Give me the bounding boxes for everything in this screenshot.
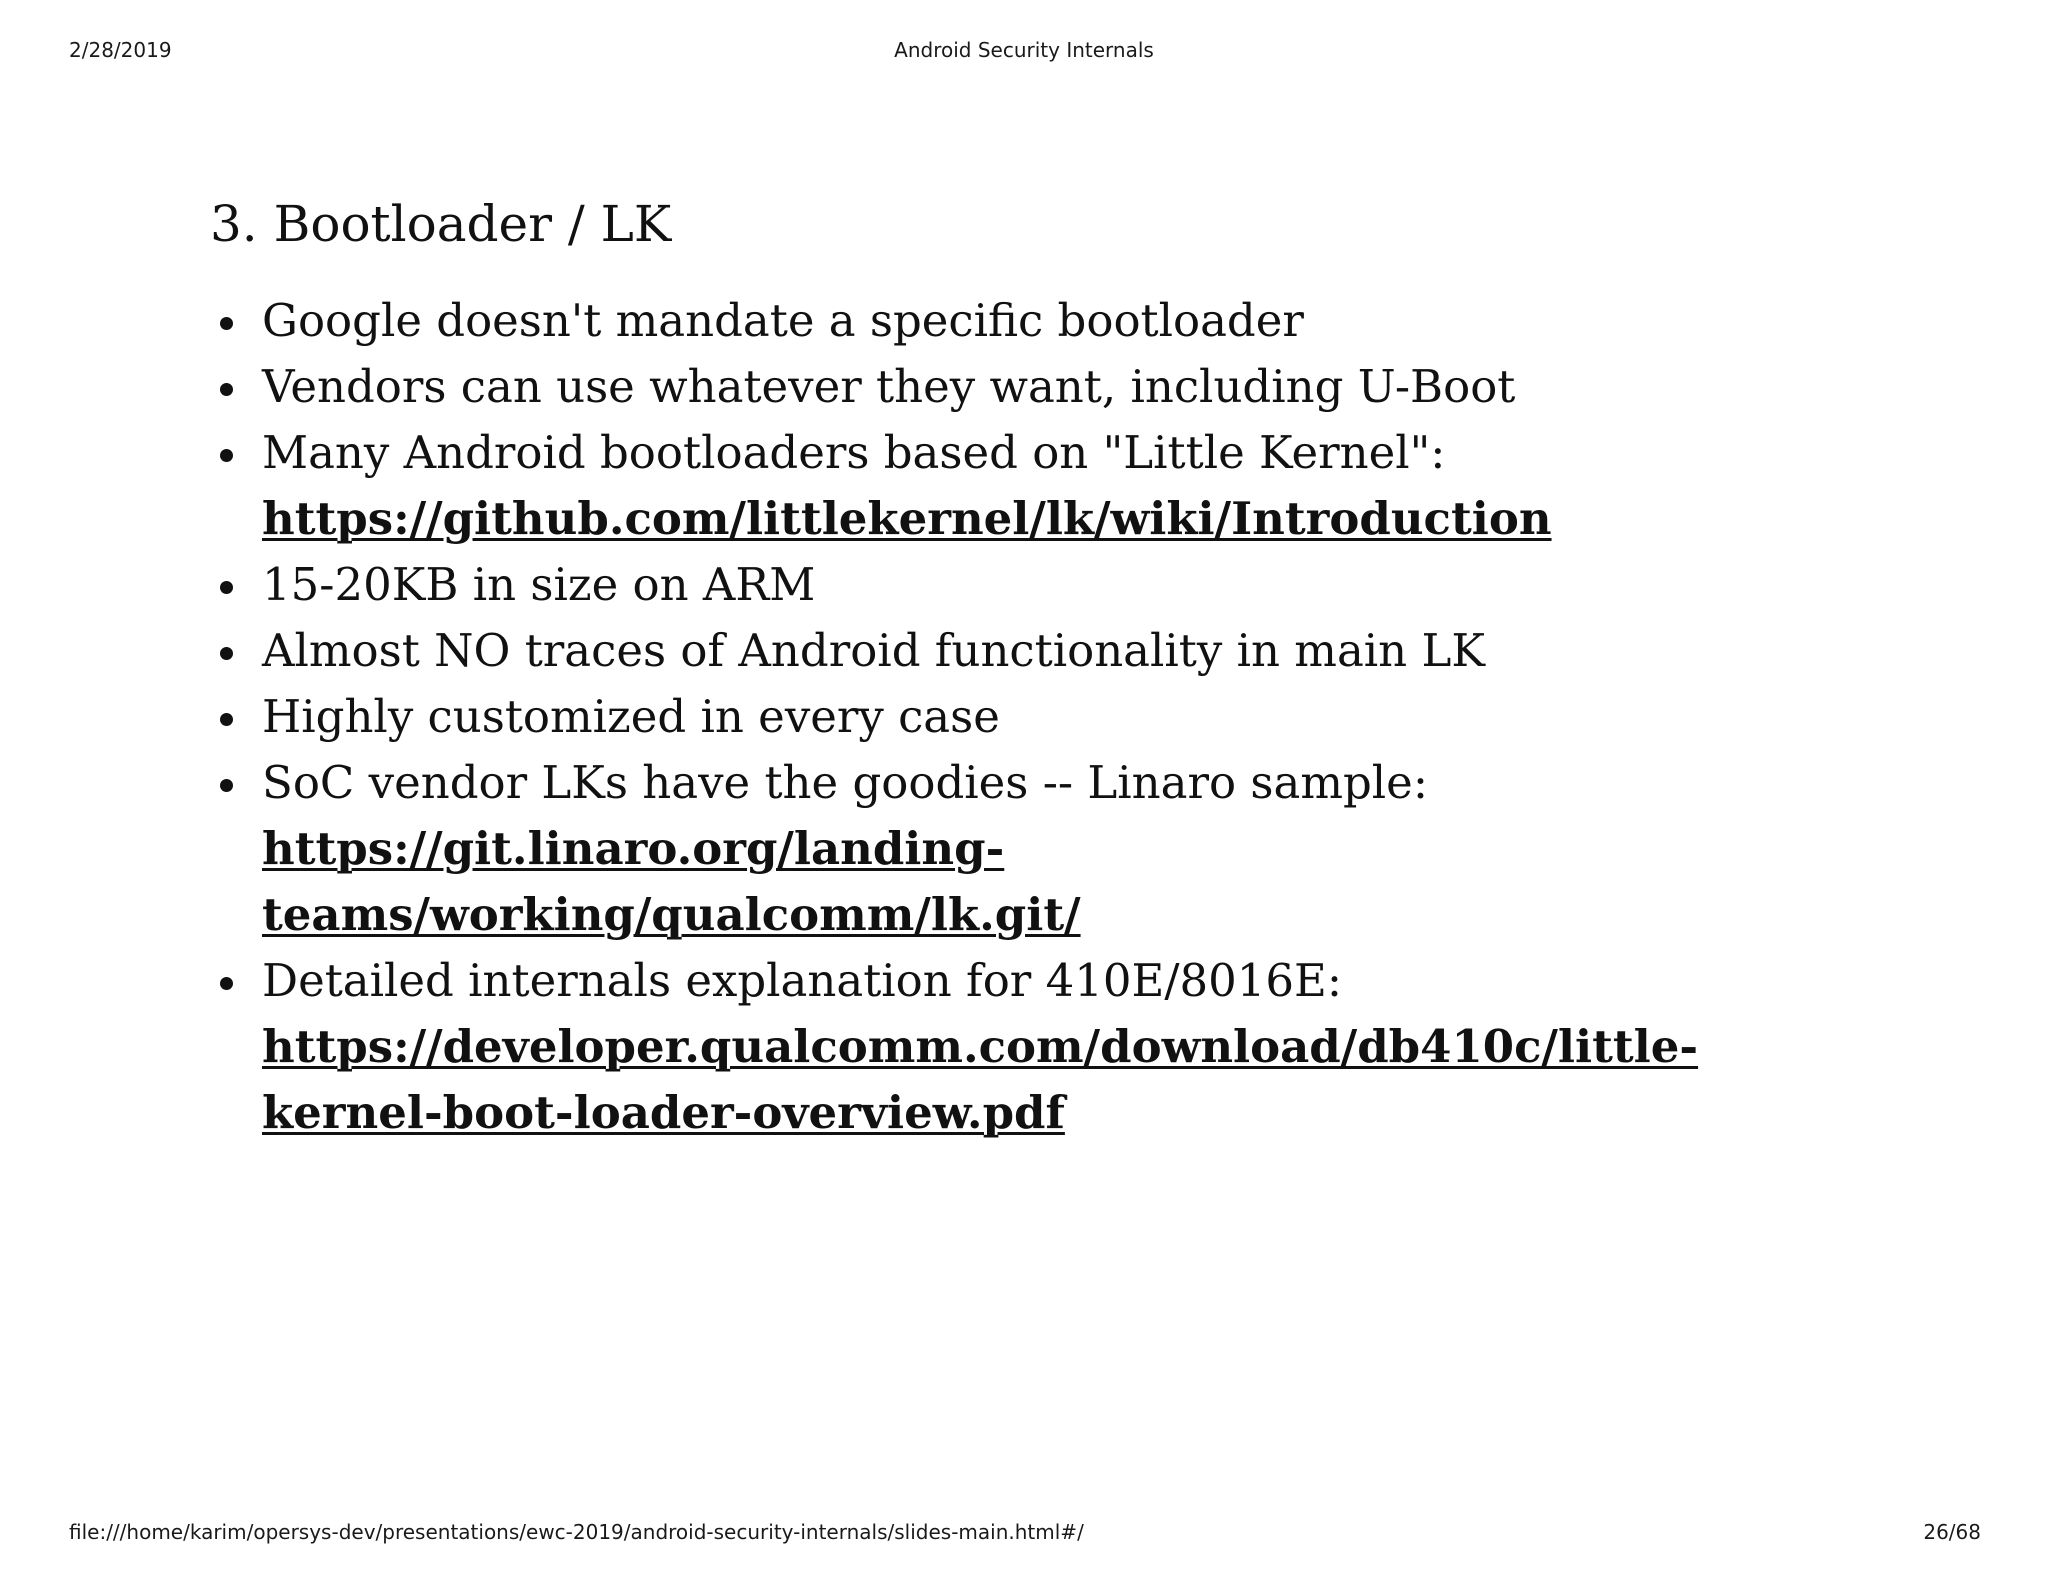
bullet-dot-icon: [220, 779, 233, 792]
bullet-dot-icon: [220, 713, 233, 726]
bullet-item: [210, 552, 1910, 618]
littlekernel-wiki-link[interactable]: https://github.com/littlekernel/lk/wiki/Introduction: [262, 492, 1552, 545]
bullet-text: SoC vendor LKs have the goodies -- Linaro sample:: [262, 756, 1428, 809]
bullet-text: 15-20KB in size on ARM: [262, 558, 816, 611]
bullet-item: [210, 750, 1910, 948]
bullet-text: Highly customized in every case: [262, 690, 1000, 743]
print-url: file:///home/karim/opersys-dev/presentations/ewc-2019/android-security-internals/slides-main.html#/: [69, 1520, 1084, 1544]
print-date: 2/28/2019: [69, 38, 172, 62]
bullet-item: [210, 288, 1910, 354]
bullet-item: [210, 420, 1910, 552]
page-number: 26/68: [1923, 1520, 1981, 1544]
bullet-text: Almost NO traces of Android functionality in main LK: [262, 624, 1485, 677]
linaro-lk-link-line-1[interactable]: https://git.linaro.org/landing-: [262, 822, 1005, 875]
bullet-text: Google doesn't mandate a specific bootloader: [262, 294, 1304, 347]
slide-title: 3. Bootloader / LK: [210, 195, 672, 253]
bullet-dot-icon: [220, 317, 233, 330]
bullet-text: Detailed internals explanation for 410E/8016E:: [262, 954, 1343, 1007]
bullet-text: Many Android bootloaders based on "Little Kernel":: [262, 426, 1446, 479]
bullet-dot-icon: [220, 647, 233, 660]
bullet-dot-icon: [220, 977, 233, 990]
slide: [210, 190, 1910, 1146]
qualcomm-pdf-link-line-2[interactable]: kernel-boot-loader-overview.pdf: [262, 1086, 1065, 1139]
print-header: [0, 38, 2048, 66]
print-document-title: Android Security Internals: [894, 38, 1154, 62]
bullet-item: [210, 618, 1910, 684]
qualcomm-pdf-link-line-1[interactable]: https://developer.qualcomm.com/download/db410c/little-: [262, 1020, 1699, 1073]
bullet-item: [210, 684, 1910, 750]
print-footer: [0, 1520, 2048, 1548]
linaro-lk-link-line-2[interactable]: teams/working/qualcomm/lk.git/: [262, 888, 1081, 941]
bullet-item: [210, 948, 1910, 1146]
bullet-list: [210, 288, 1910, 1146]
bullet-text: Vendors can use whatever they want, including U-Boot: [262, 360, 1516, 413]
bullet-dot-icon: [220, 449, 233, 462]
bullet-dot-icon: [220, 581, 233, 594]
bullet-item: [210, 354, 1910, 420]
bullet-dot-icon: [220, 383, 233, 396]
